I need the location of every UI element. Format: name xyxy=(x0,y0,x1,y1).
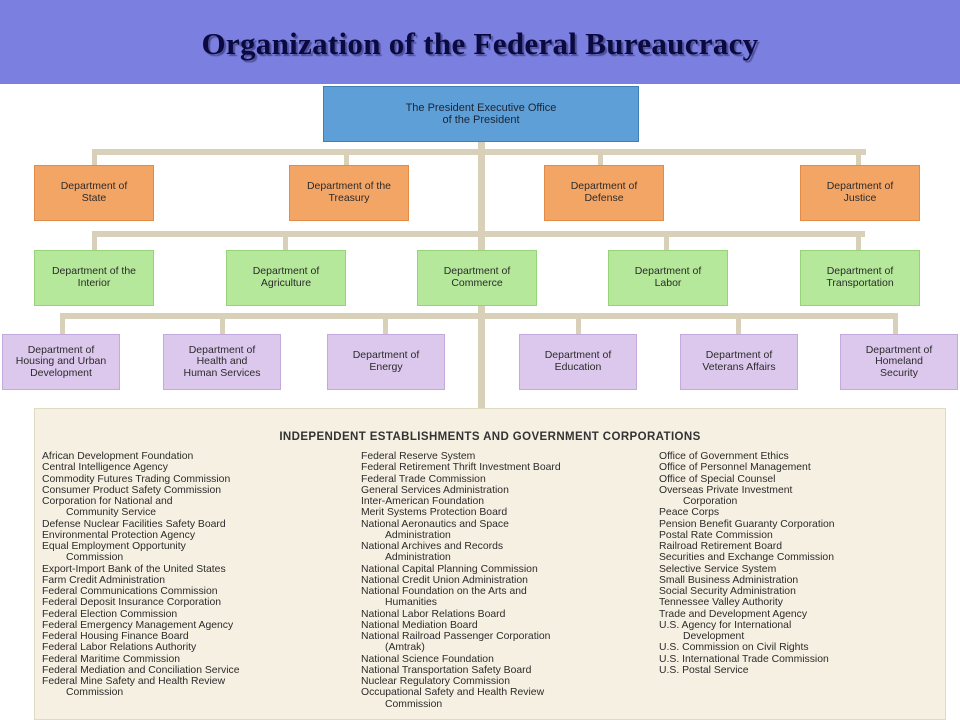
agency-item: Occupational Safety and Health Review xyxy=(361,687,545,699)
agency-item: Administration xyxy=(385,552,451,564)
agency-item: National Capital Planning Commission xyxy=(361,563,538,575)
agency-item: Farm Credit Administration xyxy=(42,574,165,586)
agency-item: Inter-American Foundation xyxy=(361,496,485,507)
agency-item: Small Business Administration xyxy=(659,574,799,586)
connector-level2-bar xyxy=(92,231,865,237)
connector-level1-drop xyxy=(598,149,603,165)
president-box: The President Executive Office of the President xyxy=(323,86,639,142)
agency-item: African Development Foundation xyxy=(42,451,194,462)
department-veterans-affairs: Department of Veterans Affairs xyxy=(680,334,798,390)
agency-item: Development xyxy=(683,631,745,642)
agency-item: Community Service xyxy=(66,507,157,519)
connector-level3-drop xyxy=(220,313,225,334)
agency-item: Federal Labor Relations Authority xyxy=(42,642,197,654)
agency-item: National Transportation Safety Board xyxy=(361,664,532,676)
department-defense: Department of Defense xyxy=(544,165,664,221)
department-energy: Department of Energy xyxy=(327,334,445,390)
agency-item: U.S. Commission on Civil Rights xyxy=(659,642,809,654)
agency-item: Federal Emergency Management Agency xyxy=(42,619,234,631)
agency-item: National Labor Relations Board xyxy=(361,608,506,620)
agency-item: Nuclear Regulatory Commission xyxy=(361,676,510,687)
agency-item: Administration xyxy=(385,529,451,541)
agency-item: (Amtrak) xyxy=(385,642,425,654)
agency-item: Commission xyxy=(385,698,443,710)
agency-item: Trade and Development Agency xyxy=(659,608,808,620)
agency-item: Overseas Private Investment xyxy=(659,484,793,496)
agency-item: Federal Retirement Thrift Investment Board xyxy=(361,462,561,474)
agency-item: Securities and Exchange Commission xyxy=(659,552,834,564)
agency-item: National Credit Union Administration xyxy=(361,574,528,586)
agency-item: U.S. Postal Service xyxy=(659,664,749,676)
agency-item: Office of Special Counsel xyxy=(659,473,776,485)
agency-item: Humanities xyxy=(385,597,437,609)
department-health-human-services: Department of Health and Human Services xyxy=(163,334,281,390)
agency-item: National Railroad Passenger Corporation xyxy=(361,631,551,642)
agency-item: Corporation xyxy=(683,496,738,507)
department-state: Department of State xyxy=(34,165,154,221)
agency-item: General Services Administration xyxy=(361,484,509,496)
agency-item: Federal Trade Commission xyxy=(361,473,486,485)
agency-item: Federal Reserve System xyxy=(361,451,476,462)
agency-item: National Aeronautics and Space xyxy=(361,518,509,530)
agency-item: Federal Mine Safety and Health Review xyxy=(42,676,226,687)
connector-level3-drop xyxy=(893,313,898,334)
connector-level3-drop xyxy=(736,313,741,334)
agency-item: Office of Personnel Management xyxy=(659,462,811,474)
agency-item: Equal Employment Opportunity xyxy=(42,541,186,552)
agency-item: Federal Election Commission xyxy=(42,608,178,620)
agency-item: Corporation for National and xyxy=(42,496,173,507)
agency-item: Federal Deposit Insurance Corporation xyxy=(42,597,222,609)
agency-column-2 xyxy=(361,451,561,710)
department-interior: Department of the Interior xyxy=(34,250,154,306)
agency-item: Selective Service System xyxy=(659,563,777,575)
connector-level1-drop xyxy=(344,149,349,165)
department-commerce: Department of Commerce xyxy=(417,250,537,306)
department-labor: Department of Labor xyxy=(608,250,728,306)
agency-item: National Science Foundation xyxy=(361,653,494,665)
connector-level3-drop xyxy=(576,313,581,334)
connector-level3-drop xyxy=(383,313,388,334)
agency-column-1 xyxy=(42,451,240,699)
agency-item: National Archives and Records xyxy=(361,541,504,552)
agency-item: Railroad Retirement Board xyxy=(659,541,783,552)
connector-level2-drop xyxy=(856,231,861,250)
connector-level1-drop xyxy=(92,149,97,165)
connector-level1-drop xyxy=(856,149,861,165)
department-homeland-security: Department of Homeland Security xyxy=(840,334,958,390)
agency-item: Office of Government Ethics xyxy=(659,451,789,462)
agency-item: Peace Corps xyxy=(659,507,720,519)
connector-level2-drop xyxy=(92,231,97,250)
department-treasury: Department of the Treasury xyxy=(289,165,409,221)
agency-item: Commission xyxy=(66,552,124,564)
agency-item: Tennessee Valley Authority xyxy=(659,597,783,609)
agency-item: Central Intelligence Agency xyxy=(42,462,168,474)
agency-item: Consumer Product Safety Commission xyxy=(42,484,222,496)
agency-item: Commodity Futures Trading Commission xyxy=(42,473,231,485)
panel-heading: INDEPENDENT ESTABLISHMENTS AND GOVERNMENT CORPORATIONS xyxy=(279,431,701,443)
connector-level2-drop xyxy=(664,231,669,250)
agency-item: Federal Housing Finance Board xyxy=(42,631,189,642)
agency-item: U.S. Agency for International xyxy=(659,619,792,631)
agency-item: Environmental Protection Agency xyxy=(42,529,196,541)
page-title: Organization of the Federal Bureaucracy xyxy=(201,26,759,61)
department-transportation: Department of Transportation xyxy=(800,250,920,306)
agency-item: U.S. International Trade Commission xyxy=(659,653,829,665)
agency-item: Pension Benefit Guaranty Corporation xyxy=(659,518,835,530)
agency-item: National Mediation Board xyxy=(361,619,478,631)
department-education: Department of Education xyxy=(519,334,637,390)
department-housing-urban-development: Department of Housing and Urban Development xyxy=(2,334,120,390)
agency-item: Defense Nuclear Facilities Safety Board xyxy=(42,518,226,530)
connector-level2-drop xyxy=(283,231,288,250)
agency-item: Commission xyxy=(66,687,124,699)
agency-item: National Foundation on the Arts and xyxy=(361,586,527,597)
connector-level1-bar xyxy=(92,149,866,155)
agency-item: Federal Communications Commission xyxy=(42,586,218,597)
agency-column-3 xyxy=(659,451,835,676)
agency-item: Postal Rate Commission xyxy=(659,529,773,541)
independent-establishments-panel xyxy=(34,408,946,720)
connector-level3-bar xyxy=(60,313,898,319)
agency-item: Federal Maritime Commission xyxy=(42,653,180,665)
department-justice: Department of Justice xyxy=(800,165,920,221)
department-agriculture: Department of Agriculture xyxy=(226,250,346,306)
connector-level3-drop xyxy=(60,313,65,334)
agency-item: Merit Systems Protection Board xyxy=(361,507,508,519)
agency-item: Federal Mediation and Conciliation Service xyxy=(42,664,240,676)
agency-item: Export-Import Bank of the United States xyxy=(42,563,226,575)
agency-item: Social Security Administration xyxy=(659,586,796,597)
